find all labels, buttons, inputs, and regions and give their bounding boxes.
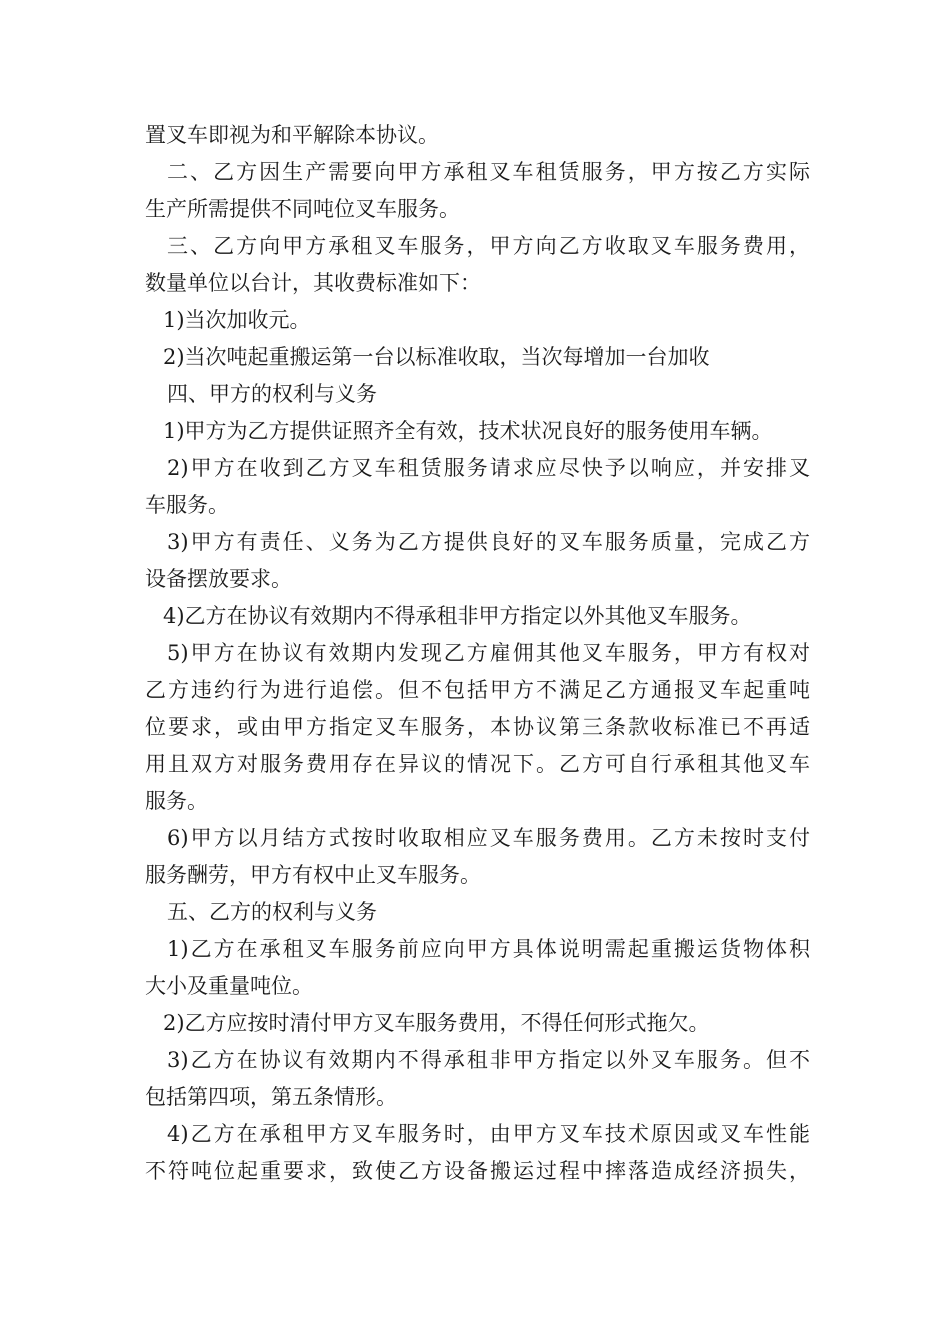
text-line: 2)甲方在收到乙方叉车租赁服务请求应尽快予以响应，并安排叉 <box>167 456 810 480</box>
text-line: 数量单位以台计，其收费标准如下： <box>145 271 481 295</box>
text-line: 3)乙方在协议有效期内不得承租非甲方指定以外叉车服务。但不 <box>167 1048 810 1072</box>
text-line: 5)甲方在协议有效期内发现乙方雇佣其他叉车服务，甲方有权对 <box>167 641 810 665</box>
text-line: 设备摆放要求。 <box>145 567 292 591</box>
text-line: 包括第四项，第五条情形。 <box>145 1085 397 1109</box>
text-line: 生产所需提供不同吨位叉车服务。 <box>145 197 460 221</box>
text-line: 4)乙方在承租甲方叉车服务时，由甲方叉车技术原因或叉车性能 <box>167 1122 810 1146</box>
text-line: 1)当次加收元。 <box>163 308 311 332</box>
text-line: 车服务。 <box>145 493 229 517</box>
text-line: 用且双方对服务费用存在异议的情况下。乙方可自行承租其他叉车 <box>145 752 810 776</box>
text-line: 1)甲方为乙方提供证照齐全有效，技术状况良好的服务使用车辆。 <box>163 419 773 443</box>
text-line: 1)乙方在承租叉车服务前应向甲方具体说明需起重搬运货物体积 <box>167 937 810 961</box>
text-line: 2)乙方应按时清付甲方叉车服务费用，不得任何形式拖欠。 <box>163 1011 710 1035</box>
text-line: 位要求，或由甲方指定叉车服务，本协议第三条款收标准已不再适 <box>145 715 810 739</box>
text-line: 大小及重量吨位。 <box>145 974 313 998</box>
text-line: 服务。 <box>145 789 208 813</box>
text-line: 二、乙方因生产需要向甲方承租叉车租赁服务，甲方按乙方实际 <box>167 160 810 184</box>
text-line: 置叉车即视为和平解除本协议。 <box>145 123 439 147</box>
text-line: 服务酬劳，甲方有权中止叉车服务。 <box>145 863 481 887</box>
text-line: 2)当次吨起重搬运第一台以标准收取，当次每增加一台加收 <box>163 345 710 369</box>
document-body <box>145 117 810 1190</box>
text-line: 4)乙方在协议有效期内不得承租非甲方指定以外其他叉车服务。 <box>163 604 752 628</box>
text-line: 6)甲方以月结方式按时收取相应叉车服务费用。乙方未按时支付 <box>167 826 810 850</box>
text-line: 三、乙方向甲方承租叉车服务，甲方向乙方收取叉车服务费用， <box>167 234 810 258</box>
text-line: 3)甲方有责任、义务为乙方提供良好的叉车服务质量，完成乙方 <box>167 530 810 554</box>
text-line: 不符吨位起重要求，致使乙方设备搬运过程中摔落造成经济损失， <box>145 1159 810 1183</box>
text-line: 四、甲方的权利与义务 <box>167 382 377 406</box>
text-line: 乙方违约行为进行追偿。但不包括甲方不满足乙方通报叉车起重吨 <box>145 678 810 702</box>
text-line: 五、乙方的权利与义务 <box>167 900 377 924</box>
